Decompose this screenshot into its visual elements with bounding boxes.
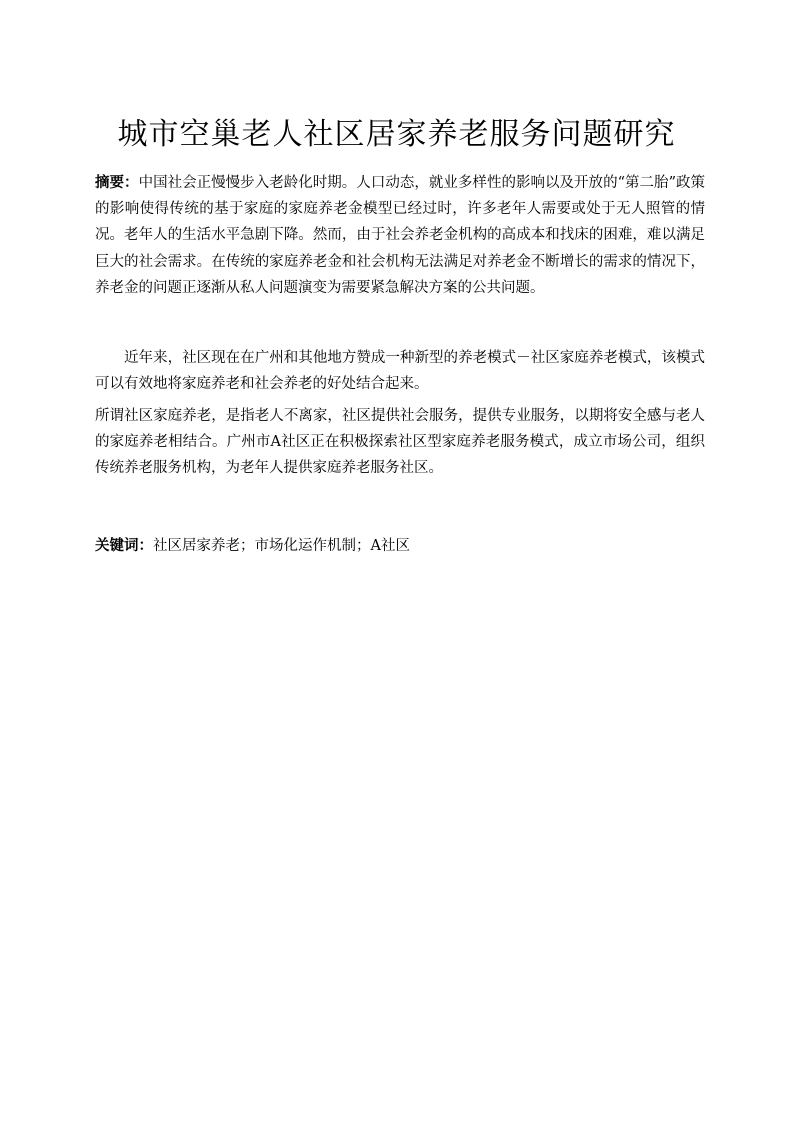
keywords-text: 社区居家养老；市场化运作机制；A社区: [153, 538, 410, 554]
body-paragraph-1: 近年来，社区现在在广州和其他地方赞成一种新型的养老模式－社区家庭养老模式，该模式可以有效地将家庭养老和社会养老的好处结合起来。: [95, 350, 705, 393]
keywords-label: 关键词：: [95, 538, 153, 554]
body-paragraph-2: 所谓社区家庭养老，是指老人不离家，社区提供社会服务，提供专业服务，以期将安全感与老人的家庭养老相结合。广州市A社区正在积极探索社区型家庭养老服务模式，成立市场公司，组织传统养老服务机构，为老年人提供家庭养老服务社区。: [95, 408, 705, 477]
abstract-label: 摘要：: [95, 175, 139, 191]
abstract-text: 中国社会正慢慢步入老龄化时期。人口动态，就业多样性的影响以及开放的“第二胎”政策的影响使得传统的基于家庭的家庭养老金模型已经过时，许多老年人需要或处于无人照管的情况。老年人的生活水平急剧下降。然而，由于社会养老金机构的高成本和找床的困难，难以满足巨大的社会需求。在传统的家庭养老金和社会机构无法满足对养老金不断增长的需求的情况下，养老金的问题正逐渐从私人问题演变为需要紧急解决方案的公共问题。: [95, 175, 706, 296]
keywords-line: [95, 533, 705, 559]
paper-title: 城市空巢老人社区居家养老服务问题研究: [117, 117, 676, 152]
abstract-paragraph: [95, 170, 705, 301]
